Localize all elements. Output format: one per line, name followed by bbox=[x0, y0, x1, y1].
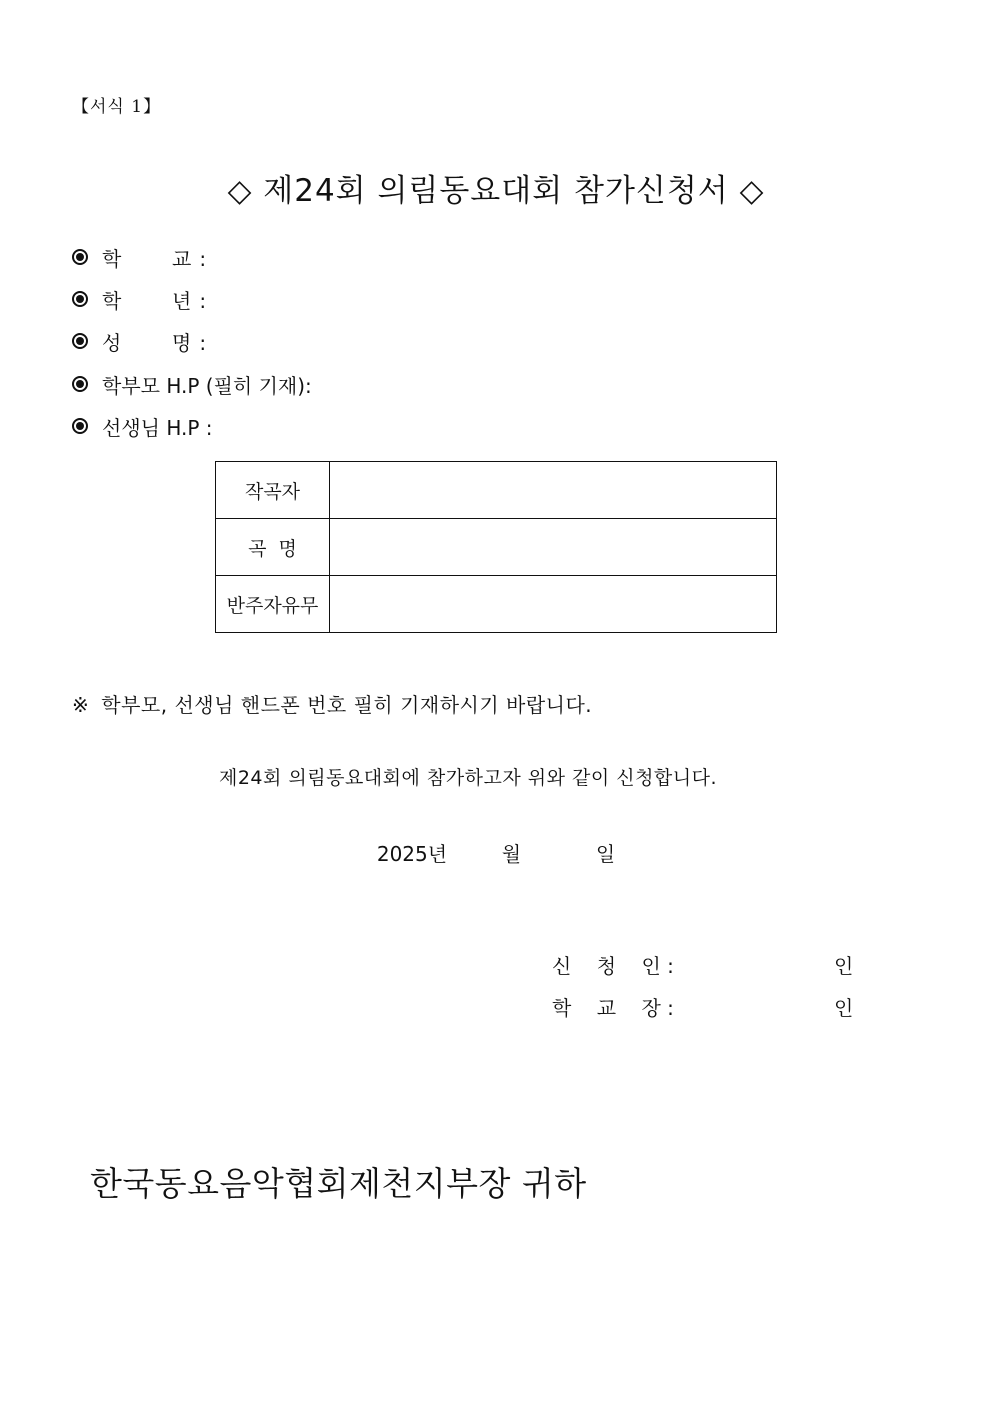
entry-table bbox=[215, 461, 777, 633]
field-parent-phone bbox=[72, 372, 312, 396]
table-label: 곡 명 bbox=[216, 519, 330, 576]
recipient: 한국동요음악협회제천지부장 귀하 bbox=[90, 1164, 587, 1203]
date-day: 일 bbox=[595, 842, 616, 866]
form-number-tag: 【서식 1】 bbox=[72, 97, 162, 117]
radio-selected-icon bbox=[72, 376, 88, 392]
signature-label: 신 청 인 : bbox=[552, 954, 674, 978]
page-title: ◇ 제24회 의림동요대회 참가신청서 ◇ bbox=[227, 173, 765, 209]
radio-selected-icon bbox=[72, 291, 88, 307]
table-value-cell bbox=[330, 576, 777, 633]
application-statement: 제24회 의림동요대회에 참가하고자 위와 같이 신청합니다. bbox=[218, 767, 718, 789]
field-teacher-phone bbox=[72, 414, 213, 438]
field-label-part: 학 bbox=[102, 288, 122, 313]
signature-principal bbox=[552, 992, 853, 1021]
radio-selected-icon bbox=[72, 249, 88, 265]
radio-selected-icon bbox=[72, 333, 88, 349]
notice-text: 학부모, 선생님 핸드폰 번호 필히 기재하시기 바랍니다. bbox=[101, 693, 593, 717]
field-label: 선생님 H.P : bbox=[102, 415, 213, 440]
field-label: 학부모 H.P (필히 기재): bbox=[102, 373, 312, 398]
field-label-part: 학 bbox=[102, 246, 122, 271]
date-line bbox=[0, 838, 992, 867]
table-row bbox=[216, 462, 777, 519]
signature-label: 학 교 장 : bbox=[552, 996, 674, 1020]
field-colon: : bbox=[199, 288, 207, 313]
table-label: 반주자유무 bbox=[216, 576, 330, 633]
seal-mark: 인 bbox=[834, 996, 854, 1020]
table-value-cell bbox=[330, 519, 777, 576]
field-school bbox=[72, 245, 206, 269]
seal-mark: 인 bbox=[834, 954, 854, 978]
signature-applicant bbox=[552, 950, 853, 979]
field-colon: : bbox=[199, 246, 207, 271]
notice bbox=[72, 689, 592, 718]
field-label-part: 성 bbox=[102, 330, 122, 355]
table-label: 작곡자 bbox=[216, 462, 330, 519]
date-month: 월 bbox=[501, 842, 522, 866]
field-label-part: 년 bbox=[172, 288, 192, 313]
field-name bbox=[72, 329, 206, 353]
table-row bbox=[216, 576, 777, 633]
field-grade bbox=[72, 287, 206, 311]
field-label-part: 교 bbox=[172, 246, 192, 271]
table-row bbox=[216, 519, 777, 576]
field-label-part: 명 bbox=[172, 330, 192, 355]
field-colon: : bbox=[199, 330, 207, 355]
date-year: 2025년 bbox=[376, 842, 448, 866]
radio-selected-icon bbox=[72, 418, 88, 434]
reference-mark-icon: ※ bbox=[72, 693, 90, 717]
table-value-cell bbox=[330, 462, 777, 519]
